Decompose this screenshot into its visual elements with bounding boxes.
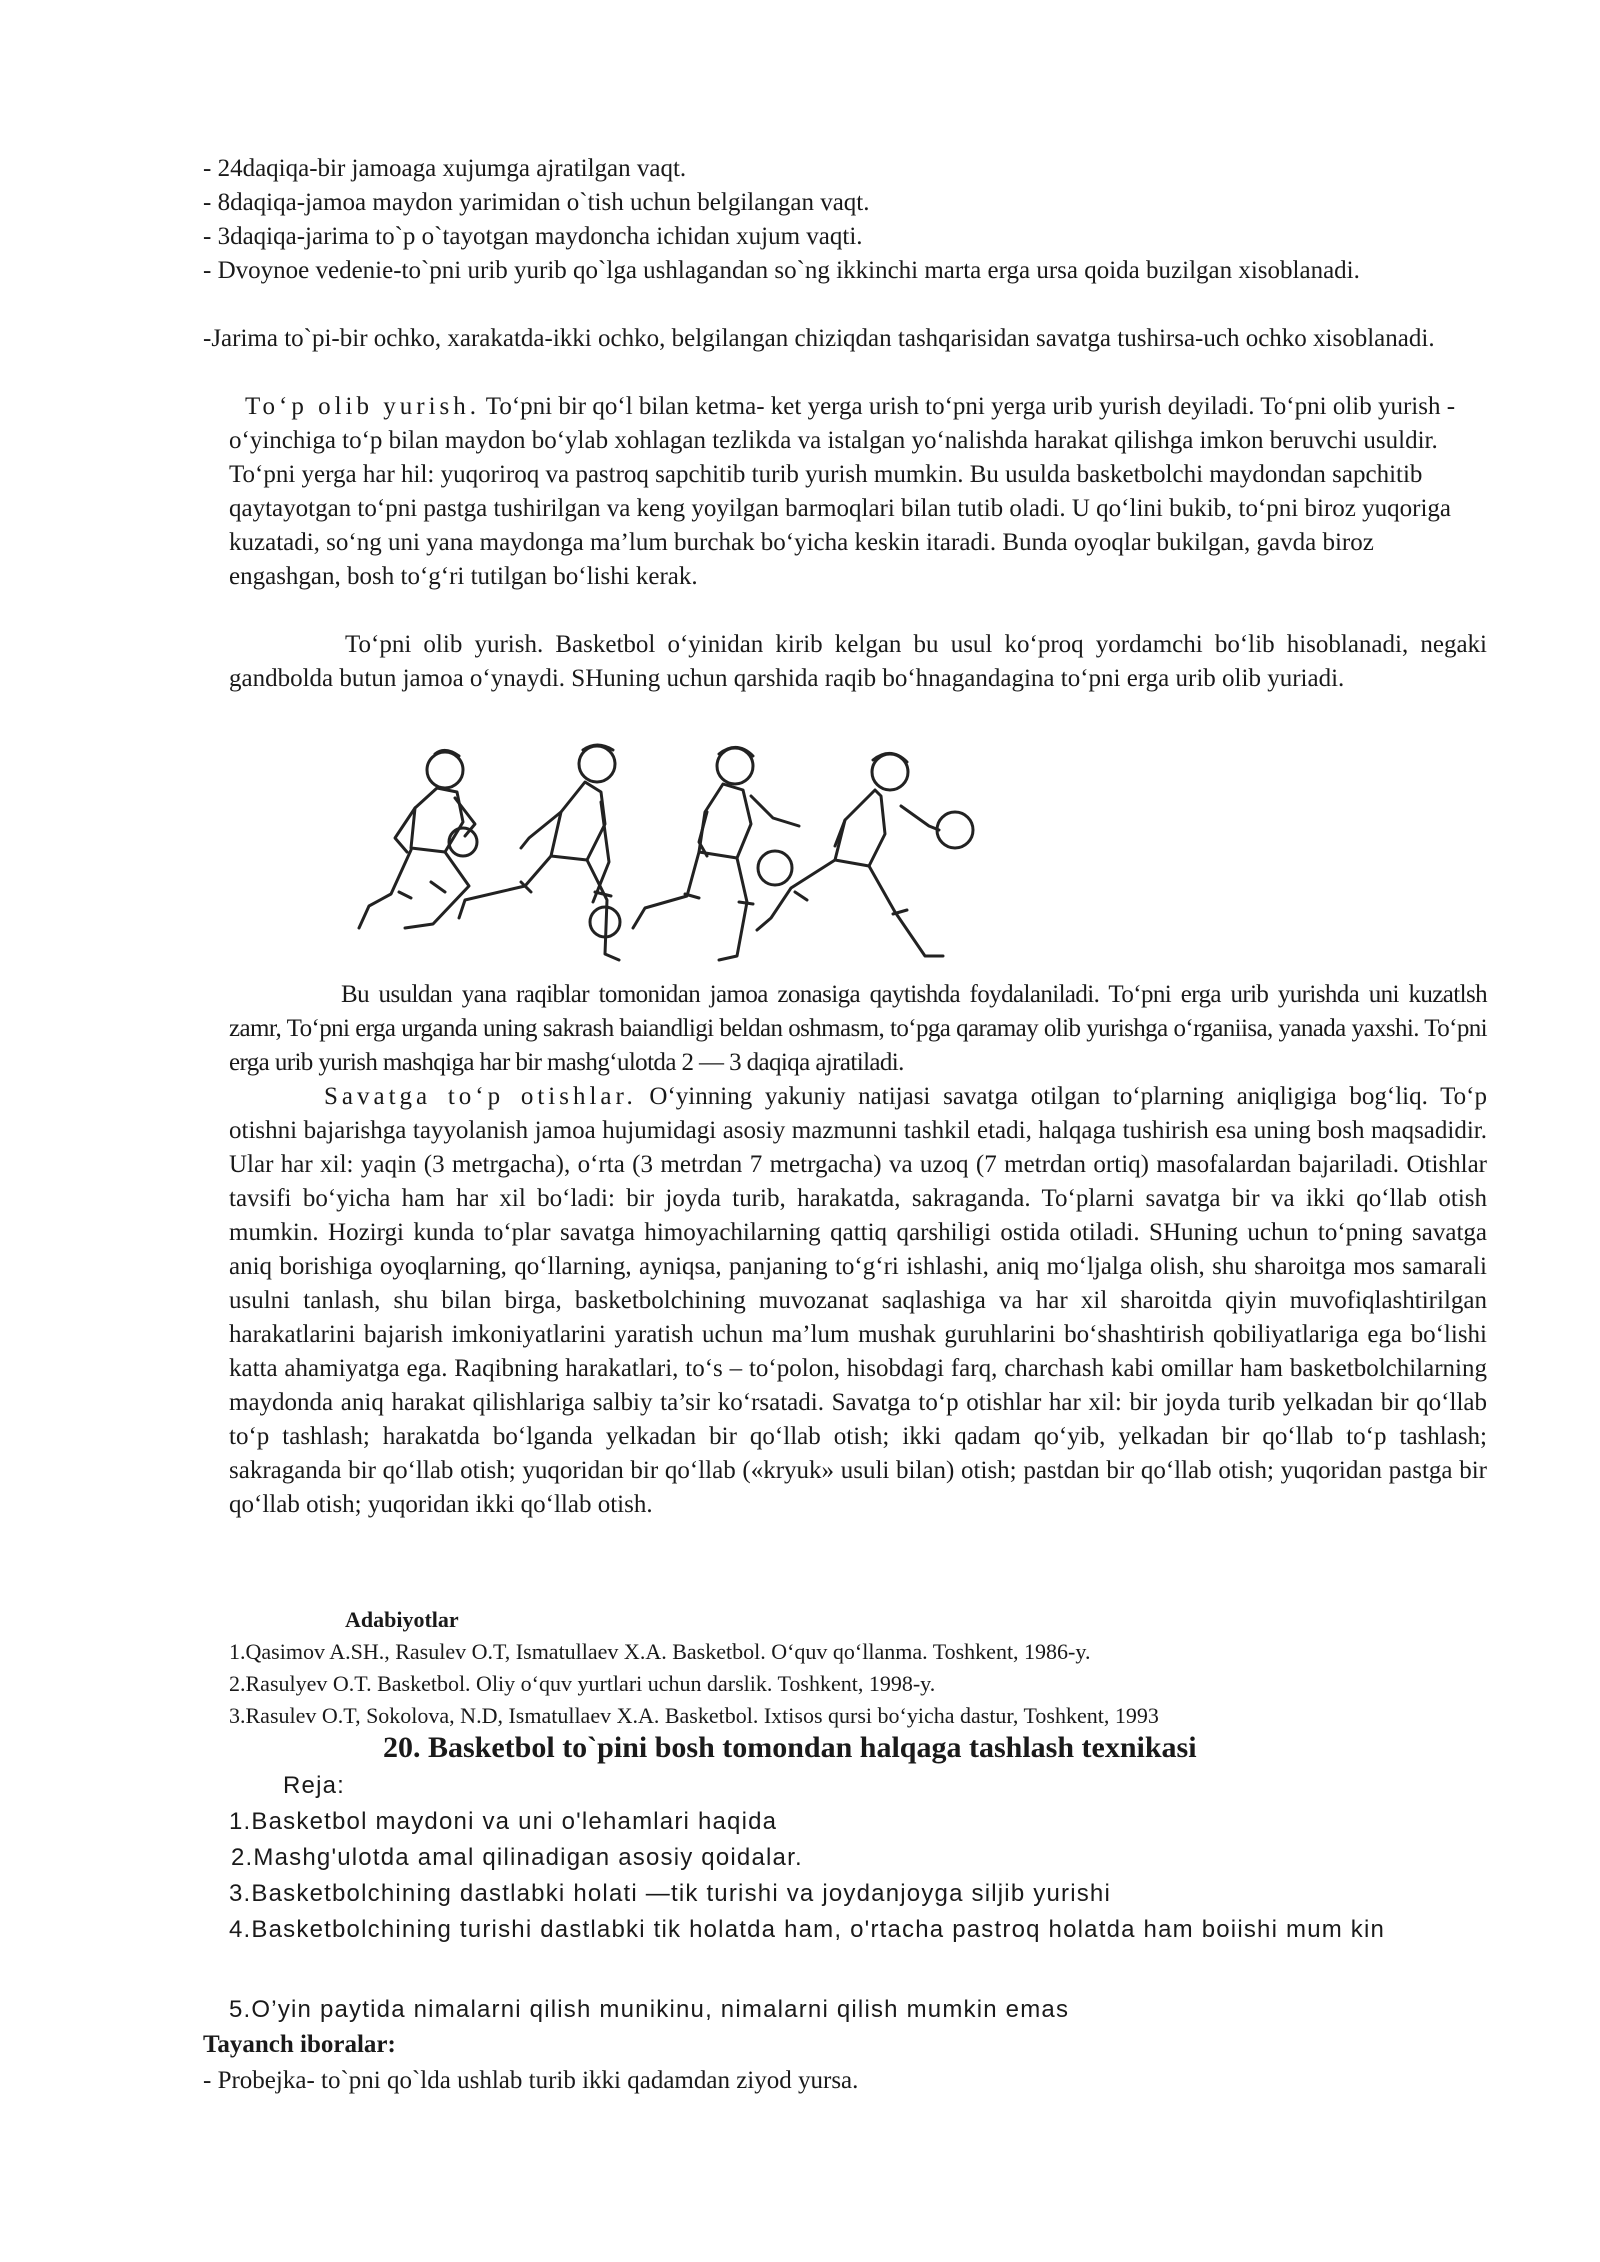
- player-figure-1: [359, 750, 477, 928]
- key-term-line: - Probejka- to`pni qo`lda ushlab turib ikki qadamdan ziyod yursa.: [203, 2067, 859, 2094]
- dribbling-paragraph-2: To‘pni olib yurish. Basketbol o‘yinidan kirib kelgan bu usul ko‘proq yordamchi bo‘lib hisoblanadi, negaki gandbolda butun jamoa o‘ynaydi. SHuning uchun qarshida raqib bo‘hnagandagina to‘pni erga urib olib yuriadi.: [229, 631, 1487, 692]
- dribbling-paragraph: [229, 390, 1489, 594]
- plan-item: 2.Mashg'ulotda amal qilinadigan asosiy qoidalar.: [231, 1844, 803, 1871]
- player-figure-4: [757, 753, 973, 956]
- dribbling-heading: To‘p olib yurish.: [245, 393, 480, 420]
- section-title: 20. Basketbol to`pini bosh tomondan halqaga tashlash texnikasi: [383, 1731, 1197, 1764]
- dribbling-text: To‘pni bir qo‘l bilan ketma- ket yerga urish to‘pni yerga urib yurish deyiladi. To‘pni olib yurish - o‘yinchiga to‘p bilan maydon bo‘ylab xohlagan tezlikda va istalgan yo‘nalishda harakat qilishga imkon beruvchi usuldir. To‘pni yerga har hil: yuqoriroq va pastroq sapchitib turib yurish mumkin. Bu usulda basketbolchi maydondan sapchitib qaytayotgan to‘pni pastga tushirilgan va keng yoyilgan barmoqlari bilan tutib oladi. U qo‘lini bukib, to‘pni biroz yuqoriga kuzatadi, so‘ng uni yana maydonga ma’lum burchak bo‘yicha keskin itaradi. Bunda oyoqlar bukilgan, gavda biroz engashgan, bosh to‘g‘ri tutilgan bo‘lishi kerak.: [229, 393, 1456, 590]
- literature-item: 2.Rasulyev O.T. Basketbol. Oliy o‘quv yurtlari uchun darslik. Toshkent, 1998-y.: [229, 1671, 936, 1696]
- plan-item: 5.O’yin paytida nimalarni qilish munikinu, nimalarni qilish mumkin emas: [229, 1996, 1070, 2023]
- plan-item: 4.Basketbolchining turishi dastlabki tik holatda ham, o'rtacha pastroq holatda ham boiishi mum kin: [229, 1916, 1386, 1943]
- plan-label: Reja:: [283, 1772, 346, 1799]
- plan-item: 3.Basketbolchining dastlabki holati —tik turishi va joydanjoyga siljib yurishi: [229, 1880, 1112, 1907]
- shooting-paragraph: [229, 1080, 1487, 1522]
- dribbling-illustration: [345, 742, 1005, 967]
- literature-item: 3.Rasulev O.T, Sokolova, N.D, Ismatullaev X.A. Basketbol. Ixtisos qursi bo‘yicha dastur, Toshkent, 1993: [229, 1703, 1159, 1728]
- rule-line: - 3daqiqa-jarima to`p o`tayotgan maydoncha ichidan xujum vaqti.: [203, 223, 863, 250]
- rule-line: - 24daqiqa-bir jamoaga xujumga ajratilgan vaqt.: [203, 155, 687, 182]
- literature-title: Adabiyotlar: [345, 1607, 459, 1632]
- shooting-heading: Savatga to‘p otishlar.: [324, 1083, 637, 1110]
- rule-line: -Jarima to`pi-bir ochko, xarakatda-ikki ochko, belgilangan chiziqdan tashqarisidan savatga tushirsa-uch ochko xisoblanadi.: [203, 325, 1435, 352]
- plan-item: 1.Basketbol maydoni va uni o'lehamlari haqida: [229, 1808, 778, 1835]
- player-figure-2: [459, 745, 620, 960]
- after-figure-paragraph: Bu usuldan yana raqiblar tomonidan jamoa zonasiga qaytishda foydalaniladi. To‘pni erga urib yurishda uni kuzatlsh zamr, To‘pni erga urganda uning sakrash baiandligi beldan oshmasm, to‘pga qaramay olib yurishga o‘rganiisa, yanada yaxshi. To‘pni erga urib yurish mashqiga har bir mashg‘ulotda 2 — 3 daqiqa ajratiladi.: [229, 981, 1487, 1076]
- rule-line: - 8daqiqa-jamoa maydon yarimidan o`tish uchun belgilangan vaqt.: [203, 189, 870, 216]
- rule-line: - Dvoynoe vedenie-to`pni urib yurib qo`lga ushlagandan so`ng ikkinchi marta erga ursa qoida buzilgan xisoblanadi.: [203, 257, 1360, 284]
- shooting-text: O‘yinning yakuniy natijasi savatga otilgan to‘plarning aniqligiga bog‘liq. To‘p otishni bajarishga tayyolanish jamoa hujumidagi asosiy mazmunni tashkil etadi, halqaga tushirish esa uning bosh maqsadidir. Ular har xil: yaqin (3 metrgacha), o‘rta (3 metrdan 7 metrgacha) va uzoq (7 metrdan ortiq) masofalardan bajariladi. Otishlar tavsifi bo‘yicha ham har xil bo‘ladi: bir joyda turib, harakatda, sakraganda. To‘plarni savatga bir va ikki qo‘llab otish mumkin. Hozirgi kunda to‘plar savatga himoyachilarning qattiq qarshiligi ostida otiladi. SHuning uchun to‘pning savatga aniq borishiga oyoqlarning, qo‘llarning, ayniqsa, panjaning to‘g‘ri ishlashi, aniq mo‘ljalga olish, shu sharoitga mos samarali usulni tanlash, shu bilan birga, basketbolchining muvozanat saqlashiga va har xil sharoitda qiyin muvofiqlashtirilgan harakatlarini bajarish imkoniyatlarini yaratish uchun ma’lum mushak guruhlarini bo‘shashtirish qobiliyatlariga ega bo‘lishi katta ahamiyatga ega. Raqibning harakatlari, to‘s – to‘polon, hisobdagi farq, charchash kabi omillar ham basketbolchilarning maydonda aniq harakat qilishlariga salbiy ta’sir ko‘rsatadi. Savatga to‘p otishlar har xil: bir joyda turib yelkadan bir qo‘llab to‘p tashlash; harakatda bo‘lganda yelkadan bir qo‘llab otish; ikki qadam qo‘yib, yelkadan bir qo‘llab to‘p tashlash; sakraganda bir qo‘llab otish; yuqoridan bir qo‘llab («kryuk» usuli bilan) otish; pastdan bir qo‘llab otish; yuqoridan pastga bir qo‘llab otish; yuqoridan ikki qo‘llab otish.: [229, 1083, 1487, 1518]
- literature-item: 1.Qasimov A.SH., Rasulev O.T, Ismatullaev X.A. Basketbol. O‘quv qo‘llanma. Toshkent, 1986-y.: [229, 1639, 1091, 1664]
- player-figure-3: [633, 747, 799, 960]
- key-terms-label: Tayanch iboralar:: [203, 2031, 396, 2058]
